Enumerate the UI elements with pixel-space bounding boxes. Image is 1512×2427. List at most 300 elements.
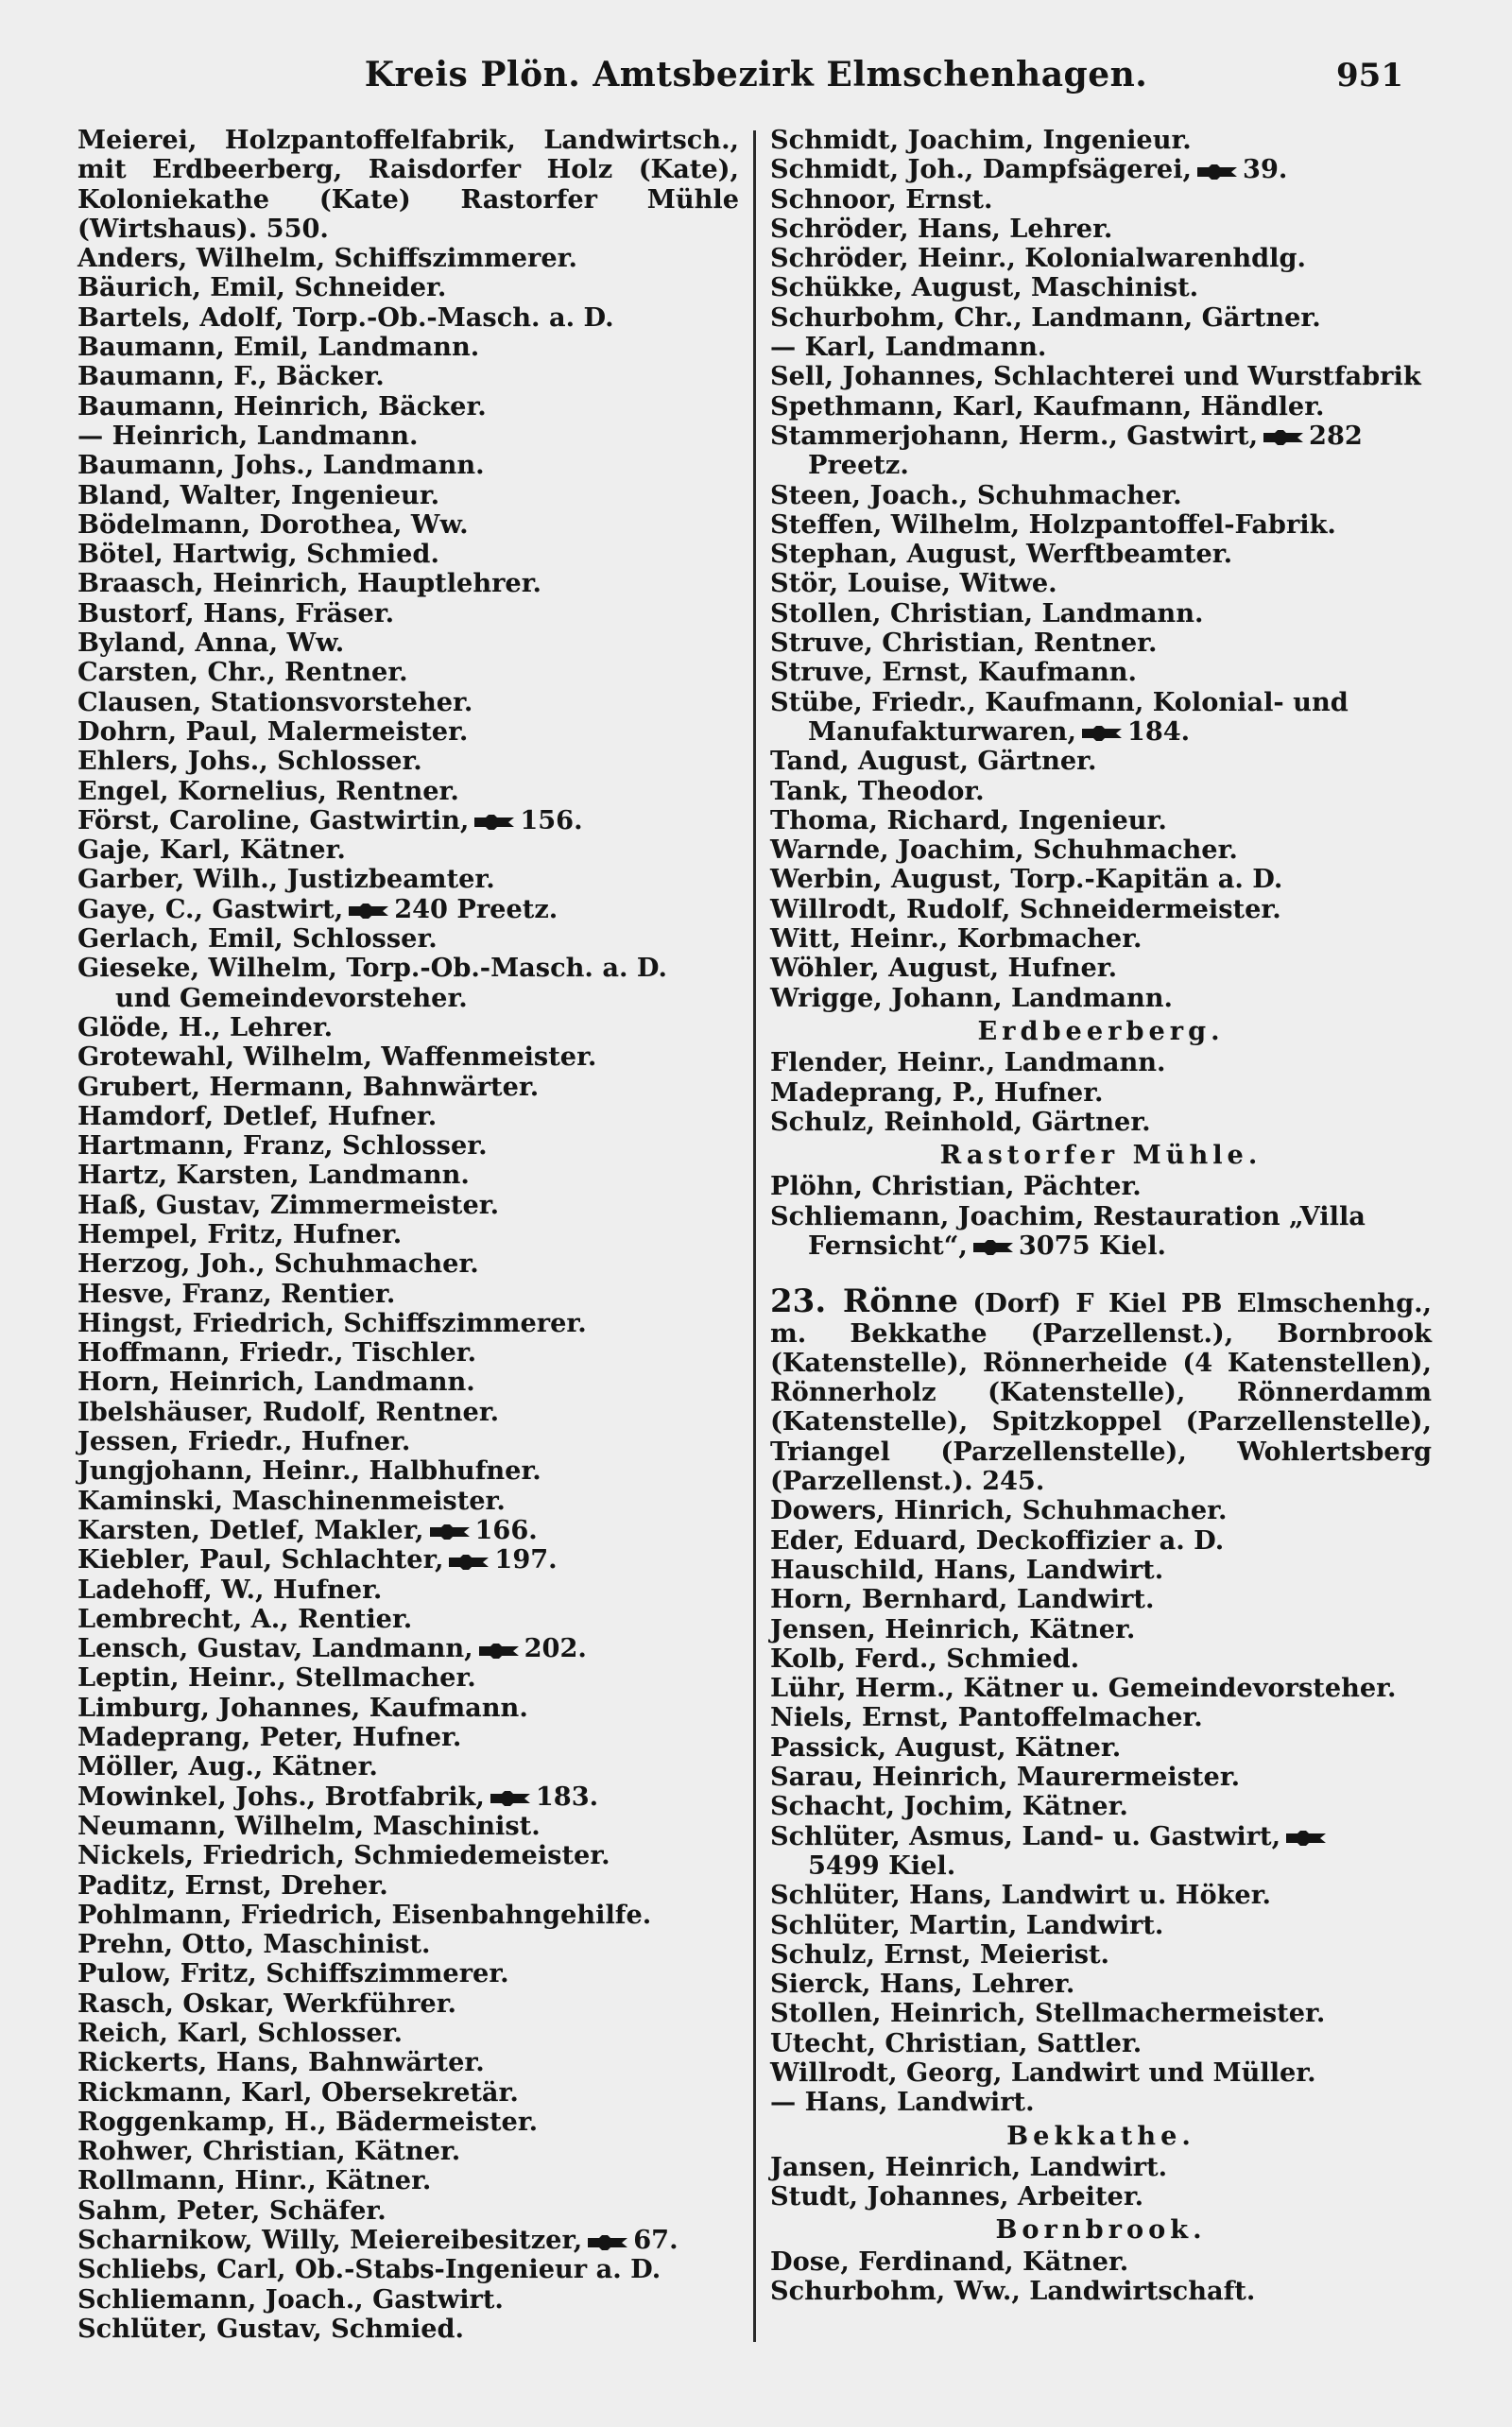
phone-number: 240 Preetz. bbox=[394, 893, 558, 924]
entry-text: Schurbohm, Chr., Landmann, Gärtner. bbox=[770, 301, 1321, 333]
entry-text: Scharnikow, Willy, Meiereibesitzer, bbox=[77, 2225, 583, 2256]
entry-text: Hartmann, Franz, Schlosser. bbox=[77, 1130, 488, 1162]
left-column bbox=[77, 126, 739, 2344]
roenne-entry bbox=[770, 1556, 1432, 1585]
entry-text: Roggenkamp, H., Bädermeister. bbox=[77, 2106, 539, 2137]
entry-text: Bland, Walter, Ingenieur. bbox=[77, 479, 440, 510]
entry-text: Warnde, Joachim, Schuhmacher. bbox=[770, 835, 1238, 866]
left-entry bbox=[77, 1427, 739, 1456]
entry-text: Bötel, Hartwig, Schmied. bbox=[77, 539, 439, 570]
entry-text: — Heinrich, Landmann. bbox=[77, 420, 419, 451]
left-entry bbox=[77, 2255, 739, 2284]
right-entry bbox=[770, 540, 1432, 569]
left-entry bbox=[77, 984, 739, 1013]
left-entry bbox=[77, 1487, 739, 1516]
left-entry bbox=[77, 303, 739, 333]
entry-text: Anders, Wilhelm, Schiffszimmerer. bbox=[77, 243, 577, 274]
section-subheading bbox=[770, 2212, 1432, 2246]
entry-text: Lühr, Herm., Kätner u. Gemeindevorsteher. bbox=[770, 1673, 1397, 1704]
left-entry bbox=[77, 924, 739, 954]
right-entry bbox=[770, 215, 1432, 244]
entry-text: Schlüter, Martin, Landwirt. bbox=[770, 1909, 1164, 1940]
left-entry bbox=[77, 628, 739, 658]
entry-text: Stübe, Friedr., Kaufmann, Kolonial- und bbox=[770, 686, 1349, 717]
entry-text: Dowers, Hinrich, Schuhmacher. bbox=[770, 1495, 1228, 1526]
right-entry bbox=[770, 747, 1432, 776]
entry-text: Willrodt, Rudolf, Schneidermeister. bbox=[770, 893, 1281, 924]
entry-text: 5499 Kiel. bbox=[808, 1850, 956, 1881]
entry-text: Schurbohm, Ww., Landwirtschaft. bbox=[770, 2276, 1256, 2307]
entry-text: Wöhler, August, Hufner. bbox=[770, 953, 1118, 984]
entry-text: Neumann, Wilhelm, Maschinist. bbox=[77, 1810, 541, 1841]
entry-text: Schröder, Hans, Lehrer. bbox=[770, 213, 1113, 244]
entry-text: Gieseke, Wilhelm, Torp.-Ob.-Masch. a. D. bbox=[77, 953, 667, 984]
roenne-entry bbox=[770, 1644, 1432, 1674]
right-entry bbox=[770, 451, 1432, 480]
left-entry bbox=[77, 954, 739, 983]
entry-text: Schükke, August, Maschinist. bbox=[770, 272, 1199, 303]
right-entry bbox=[770, 273, 1432, 302]
entry-text: Garber, Wilh., Justizbeamter. bbox=[77, 864, 495, 895]
right-entry bbox=[770, 658, 1432, 687]
left-entry bbox=[77, 481, 739, 510]
left-entry bbox=[77, 1338, 739, 1368]
phone-number: 282 bbox=[1309, 420, 1363, 451]
left-entry bbox=[77, 2166, 739, 2195]
entry-text: Wrigge, Johann, Landmann. bbox=[770, 982, 1173, 1013]
left-entry bbox=[77, 835, 739, 865]
left-entry bbox=[77, 1605, 739, 1634]
left-entry bbox=[77, 599, 739, 628]
left-entry bbox=[77, 1220, 739, 1249]
entry-text: und Gemeindevorsteher. bbox=[115, 982, 468, 1013]
entry-text: Flender, Heinr., Landmann. bbox=[770, 1047, 1166, 1078]
left-entry bbox=[77, 422, 739, 451]
left-entry bbox=[77, 1723, 739, 1752]
right-entry bbox=[770, 569, 1432, 598]
entry-text: Engel, Kornelius, Rentner. bbox=[77, 775, 459, 806]
entry-text: Madeprang, P., Hufner. bbox=[770, 1076, 1104, 1108]
left-entry bbox=[77, 2285, 739, 2315]
right-column bbox=[770, 126, 1432, 2306]
left-entry bbox=[77, 1782, 739, 1812]
right-entry bbox=[770, 628, 1432, 658]
entry-text: Schacht, Jochim, Kätner. bbox=[770, 1791, 1128, 1822]
entry-text: Rickmann, Karl, Obersekretär. bbox=[77, 2076, 519, 2108]
left-entry bbox=[77, 273, 739, 302]
entry-text: Witt, Heinr., Korbmacher. bbox=[770, 923, 1143, 955]
roenne-entry bbox=[770, 1674, 1432, 1703]
entry-text: Baumann, Emil, Landmann. bbox=[77, 332, 480, 363]
entry-text: Limburg, Johannes, Kaufmann. bbox=[77, 1692, 528, 1723]
entry-text: Stammerjohann, Herm., Gastwirt, bbox=[770, 420, 1259, 451]
right-entry bbox=[770, 984, 1432, 1013]
entry-text: Fernsicht“, bbox=[808, 1230, 968, 1261]
telephone-hand-icon bbox=[1080, 724, 1124, 741]
entry-text: Först, Caroline, Gastwirtin, bbox=[77, 804, 470, 835]
entry-text: Niels, Ernst, Pantoffelmacher. bbox=[770, 1702, 1203, 1733]
right-entry bbox=[770, 333, 1432, 362]
roenne-entry bbox=[770, 2029, 1432, 2058]
entry-text: Schlüter, Hans, Landwirt u. Höker. bbox=[770, 1880, 1272, 1911]
roenne-description: (Dorf) F Kiel PB Elmschenhg., m. Bekkathe (Parzellenst.), Bornbrook (Katenstelle), Rönnerheide (4 Katenstellen), Rönnerholz (Katenstelle), Rönnerdamm (Katenstelle), Spitzkoppel (Parzellenstelle), Triangel (Parzellenstelle), Wohlertsberg (Parzellenst.). 245. bbox=[770, 1288, 1433, 1497]
entry-text: Erdbeerberg. bbox=[977, 1015, 1225, 1046]
entry-text: Horn, Bernhard, Landwirt. bbox=[770, 1584, 1155, 1615]
left-entry bbox=[77, 1812, 739, 1841]
entry-text: Schmidt, Joh., Dampfsägerei, bbox=[770, 154, 1193, 185]
entry-text: Spethmann, Karl, Kaufmann, Händler. bbox=[770, 390, 1325, 422]
entry-text: Schliebs, Carl, Ob.-Stabs-Ingenieur a. D. bbox=[77, 2254, 662, 2285]
entry-text: Dose, Ferdinand, Kätner. bbox=[770, 2246, 1129, 2277]
entry-text: Reich, Karl, Schlosser. bbox=[77, 2018, 403, 2048]
entry-text: Plöhn, Christian, Pächter. bbox=[770, 1171, 1142, 1202]
phone-number: 184. bbox=[1126, 715, 1191, 747]
entry-text: Kaminski, Maschinenmeister. bbox=[77, 1485, 506, 1516]
roenne-entry bbox=[770, 2153, 1432, 2182]
entry-text: Schulz, Ernst, Meierist. bbox=[770, 1938, 1110, 1970]
right-entry bbox=[770, 244, 1432, 273]
left-entry bbox=[77, 362, 739, 391]
telephone-hand-icon bbox=[347, 902, 390, 919]
entry-text: Sarau, Heinrich, Maurermeister. bbox=[770, 1762, 1241, 1793]
right-entry bbox=[770, 392, 1432, 422]
entry-text: Schmidt, Joachim, Ingenieur. bbox=[770, 125, 1192, 155]
phone-number: 3075 Kiel. bbox=[1018, 1230, 1167, 1261]
left-entry bbox=[77, 1042, 739, 1072]
entry-text: Karsten, Detlef, Makler, bbox=[77, 1514, 424, 1545]
left-entry bbox=[77, 747, 739, 776]
telephone-hand-icon bbox=[489, 1789, 532, 1806]
entry-text: Schnoor, Ernst. bbox=[770, 183, 993, 215]
entry-text: Schliemann, Joach., Gastwirt. bbox=[77, 2283, 504, 2315]
entry-text: Eder, Eduard, Deckoffizier a. D. bbox=[770, 1524, 1225, 1556]
right-entry-list bbox=[770, 126, 1432, 1261]
left-entry bbox=[77, 1545, 739, 1575]
roenne-entry bbox=[770, 2247, 1432, 2277]
telephone-hand-icon bbox=[472, 813, 516, 830]
entry-text: Bäurich, Emil, Schneider. bbox=[77, 272, 447, 303]
left-entry bbox=[77, 540, 739, 569]
phone-number: 67. bbox=[633, 2225, 679, 2256]
entry-text: Prehn, Otto, Maschinist. bbox=[77, 1929, 431, 1960]
entry-text: Bartels, Adolf, Torp.-Ob.-Masch. a. D. bbox=[77, 301, 614, 333]
left-entry bbox=[77, 1841, 739, 1870]
left-entry bbox=[77, 1131, 739, 1161]
right-entry bbox=[770, 1078, 1432, 1108]
entry-text: Ladehoff, W., Hufner. bbox=[77, 1574, 383, 1605]
left-entry bbox=[77, 2226, 739, 2255]
section-subheading bbox=[770, 2118, 1432, 2153]
right-entry bbox=[770, 895, 1432, 924]
right-entry bbox=[770, 1108, 1432, 1137]
entry-text: Kiebler, Paul, Schlachter, bbox=[77, 1544, 444, 1575]
entry-text: Schröder, Heinr., Kolonialwarenhdlg. bbox=[770, 243, 1306, 274]
entry-text: Carsten, Chr., Rentner. bbox=[77, 657, 408, 688]
right-entry bbox=[770, 155, 1432, 184]
left-entry bbox=[77, 1901, 739, 1930]
entry-text: Jessen, Friedr., Hufner. bbox=[77, 1426, 411, 1457]
entry-text: Grotewahl, Wilhelm, Waffenmeister. bbox=[77, 1041, 597, 1073]
entry-text: Rollmann, Hinr., Kätner. bbox=[77, 2165, 432, 2196]
entry-text: Bornbrook. bbox=[995, 2214, 1207, 2246]
left-entry bbox=[77, 2315, 739, 2344]
roenne-entry bbox=[770, 1615, 1432, 1644]
right-entry bbox=[770, 510, 1432, 540]
entry-text: Sahm, Peter, Schäfer. bbox=[77, 2195, 387, 2226]
roenne-entry bbox=[770, 2058, 1432, 2088]
entry-text: Hoffmann, Friedr., Tischler. bbox=[77, 1337, 477, 1368]
entry-text: Struve, Christian, Rentner. bbox=[770, 628, 1158, 659]
left-entry bbox=[77, 777, 739, 806]
entry-text: Passick, August, Kätner. bbox=[770, 1731, 1122, 1763]
entry-text: Braasch, Heinrich, Hauptlehrer. bbox=[77, 568, 542, 599]
entry-text: Bekkathe. bbox=[1006, 2120, 1195, 2151]
entry-text: Lembrecht, A., Rentier. bbox=[77, 1603, 413, 1634]
right-entry bbox=[770, 362, 1432, 391]
roenne-entry bbox=[770, 1792, 1432, 1821]
left-entry bbox=[77, 1368, 739, 1397]
left-entry bbox=[77, 244, 739, 273]
entry-text: Hartz, Karsten, Landmann. bbox=[77, 1160, 470, 1191]
right-entry bbox=[770, 688, 1432, 717]
right-entry bbox=[770, 954, 1432, 983]
left-entry bbox=[77, 1930, 739, 1959]
right-entry bbox=[770, 185, 1432, 215]
phone-number: 183. bbox=[535, 1781, 599, 1812]
roenne-entry-list bbox=[770, 1496, 1432, 2306]
page-title: Kreis Plön. Amtsbezirk Elmschenhagen. bbox=[364, 55, 1148, 95]
page-header bbox=[0, 55, 1512, 102]
telephone-hand-icon bbox=[1262, 428, 1305, 445]
left-entry bbox=[77, 451, 739, 480]
entry-text: — Hans, Landwirt. bbox=[770, 2087, 1035, 2118]
roenne-entry bbox=[770, 2182, 1432, 2212]
left-entry bbox=[77, 1959, 739, 1988]
entry-text: Hempel, Fritz, Hufner. bbox=[77, 1218, 403, 1249]
entry-text: Jensen, Heinrich, Kätner. bbox=[770, 1613, 1136, 1644]
left-entry bbox=[77, 392, 739, 422]
entry-text: Stollen, Christian, Landmann. bbox=[770, 597, 1204, 628]
left-entry bbox=[77, 1191, 739, 1220]
entry-text: Rohwer, Christian, Kätner. bbox=[77, 2136, 461, 2167]
roenne-entry bbox=[770, 1585, 1432, 1614]
telephone-hand-icon bbox=[1284, 1829, 1328, 1846]
entry-text: Schulz, Reinhold, Gärtner. bbox=[770, 1106, 1151, 1137]
phone-number: 166. bbox=[474, 1514, 538, 1545]
entry-text: Tand, August, Gärtner. bbox=[770, 746, 1097, 777]
left-entry bbox=[77, 1013, 739, 1042]
entry-text: Sell, Johannes, Schlachterei und Wurstfabrik bbox=[770, 361, 1421, 392]
entry-text: Stephan, August, Werftbeamter. bbox=[770, 539, 1233, 570]
entry-text: Baumann, Heinrich, Bäcker. bbox=[77, 390, 487, 422]
village-intro: Meierei, Holzpantoffelfabrik, Landwirtsch., mit Erdbeerberg, Raisdorfer Holz (Kate), Koloniekathe (Kate) Rastorfer Mühle (Wirtshaus). 550. bbox=[77, 125, 739, 244]
entry-text: Bustorf, Hans, Fräser. bbox=[77, 597, 395, 628]
left-entry bbox=[77, 1073, 739, 1102]
section-subheading bbox=[770, 1013, 1432, 1048]
entry-text: Pohlmann, Friedrich, Eisenbahngehilfe. bbox=[77, 1899, 652, 1930]
left-entry bbox=[77, 895, 739, 924]
entry-text: Byland, Anna, Ww. bbox=[77, 628, 345, 659]
right-entry bbox=[770, 806, 1432, 835]
left-entry bbox=[77, 865, 739, 894]
entry-text: Rastorfer Mühle. bbox=[939, 1140, 1263, 1171]
entry-text: Leptin, Heinr., Stellmacher. bbox=[77, 1662, 476, 1694]
entry-text: Rasch, Oskar, Werkführer. bbox=[77, 1988, 457, 2019]
roenne-number: 23. Rönne bbox=[770, 1282, 958, 1321]
entry-text: Möller, Aug., Kätner. bbox=[77, 1751, 378, 1782]
right-entry bbox=[770, 865, 1432, 894]
left-entry-list bbox=[77, 244, 739, 2344]
left-entry bbox=[77, 333, 739, 362]
phone-number: 197. bbox=[494, 1544, 558, 1575]
entry-text: Jungjohann, Heinr., Halbhufner. bbox=[77, 1455, 541, 1487]
telephone-hand-icon bbox=[428, 1523, 472, 1540]
entry-text: Ehlers, Johs., Schlosser. bbox=[77, 746, 422, 777]
telephone-hand-icon bbox=[477, 1642, 521, 1659]
entry-text: Schliemann, Joachim, Restauration „Villa bbox=[770, 1200, 1366, 1231]
entry-text: Tank, Theodor. bbox=[770, 775, 985, 806]
left-entry bbox=[77, 806, 739, 835]
entry-text: Mowinkel, Johs., Brotfabrik, bbox=[77, 1781, 485, 1812]
left-entry bbox=[77, 1102, 739, 1131]
entry-text: Pulow, Fritz, Schiffszimmerer. bbox=[77, 1958, 509, 1989]
roenne-entry bbox=[770, 2277, 1432, 2306]
entry-text: Steen, Joach., Schuhmacher. bbox=[770, 479, 1182, 510]
right-entry bbox=[770, 717, 1432, 747]
right-entry bbox=[770, 126, 1432, 155]
phone-number: 39. bbox=[1243, 154, 1288, 185]
roenne-entry bbox=[770, 1999, 1432, 2028]
entry-text: Lensch, Gustav, Landmann, bbox=[77, 1633, 473, 1664]
entry-text: Sierck, Hans, Lehrer. bbox=[770, 1969, 1075, 2000]
roenne-heading bbox=[770, 1261, 1432, 1496]
left-entry bbox=[77, 1663, 739, 1693]
entry-text: Jansen, Heinrich, Landwirt. bbox=[770, 2151, 1168, 2182]
roenne-entry bbox=[770, 1703, 1432, 1732]
left-entry bbox=[77, 2108, 739, 2137]
entry-text: Herzog, Joh., Schuhmacher. bbox=[77, 1248, 479, 1280]
entry-text: Baumann, Johs., Landmann. bbox=[77, 450, 485, 481]
left-entry bbox=[77, 2048, 739, 2077]
right-entry bbox=[770, 924, 1432, 954]
left-entry bbox=[77, 1161, 739, 1190]
left-entry bbox=[77, 2078, 739, 2108]
roenne-entry bbox=[770, 1763, 1432, 1792]
left-entry bbox=[77, 510, 739, 540]
entry-text: Struve, Ernst, Kaufmann. bbox=[770, 657, 1138, 688]
entry-text: Schlüter, Gustav, Schmied. bbox=[77, 2313, 464, 2344]
right-entry bbox=[770, 1048, 1432, 1077]
left-entry bbox=[77, 1309, 739, 1338]
entry-text: Kolb, Ferd., Schmied. bbox=[770, 1643, 1080, 1674]
left-entry bbox=[77, 1752, 739, 1782]
entry-text: Steffen, Wilhelm, Holzpantoffel-Fabrik. bbox=[770, 508, 1336, 540]
left-entry bbox=[77, 1249, 739, 1279]
left-entry bbox=[77, 2019, 739, 2048]
left-entry bbox=[77, 1456, 739, 1486]
entry-text: Bödelmann, Dorothea, Ww. bbox=[77, 508, 469, 540]
entry-text: Preetz. bbox=[808, 450, 909, 481]
right-entry bbox=[770, 777, 1432, 806]
entry-text: Manufakturwaren, bbox=[808, 715, 1076, 747]
roenne-entry bbox=[770, 2088, 1432, 2117]
entry-text: Rickerts, Hans, Bahnwärter. bbox=[77, 2047, 485, 2078]
right-entry bbox=[770, 1172, 1432, 1201]
entry-text: Clausen, Stationsvorsteher. bbox=[77, 686, 473, 717]
entry-text: Hamdorf, Detlef, Hufner. bbox=[77, 1100, 438, 1131]
entry-text: Glöde, H., Lehrer. bbox=[77, 1011, 334, 1042]
entry-text: Hingst, Friedrich, Schiffszimmerer. bbox=[77, 1307, 587, 1338]
left-entry bbox=[77, 1516, 739, 1545]
entry-text: Horn, Heinrich, Landmann. bbox=[77, 1367, 475, 1398]
entry-text: Stollen, Heinrich, Stellmachermeister. bbox=[770, 1998, 1326, 2029]
right-entry bbox=[770, 599, 1432, 628]
entry-text: Madeprang, Peter, Hufner. bbox=[77, 1722, 462, 1753]
entry-text: Paditz, Ernst, Dreher. bbox=[77, 1869, 388, 1901]
entry-text: Nickels, Friedrich, Schmiedemeister. bbox=[77, 1840, 610, 1871]
right-entry bbox=[770, 481, 1432, 510]
left-entry bbox=[77, 1398, 739, 1427]
phone-number: 202. bbox=[524, 1633, 587, 1664]
telephone-hand-icon bbox=[1195, 163, 1239, 180]
roenne-entry bbox=[770, 1970, 1432, 1999]
left-entry bbox=[77, 717, 739, 747]
roenne-entry bbox=[770, 1733, 1432, 1763]
phone-number: 156. bbox=[520, 804, 583, 835]
roenne-entry bbox=[770, 1526, 1432, 1556]
left-entry bbox=[77, 1871, 739, 1901]
left-entry bbox=[77, 658, 739, 687]
entry-text: Dohrn, Paul, Malermeister. bbox=[77, 715, 469, 747]
right-entry bbox=[770, 1202, 1432, 1231]
left-entry bbox=[77, 2196, 739, 2226]
telephone-hand-icon bbox=[447, 1553, 490, 1570]
entry-text: Gerlach, Emil, Schlosser. bbox=[77, 923, 438, 955]
entry-text: Willrodt, Georg, Landwirt und Müller. bbox=[770, 2057, 1316, 2088]
entry-text: Gaje, Karl, Kätner. bbox=[77, 835, 346, 866]
left-entry bbox=[77, 1989, 739, 2019]
left-entry bbox=[77, 2137, 739, 2166]
right-entry bbox=[770, 835, 1432, 865]
roenne-entry bbox=[770, 1851, 1432, 1881]
entry-text: Gaye, C., Gastwirt, bbox=[77, 893, 344, 924]
entry-text: — Karl, Landmann. bbox=[770, 332, 1047, 363]
entry-text: Schlüter, Asmus, Land- u. Gastwirt, bbox=[770, 1820, 1281, 1851]
roenne-entry bbox=[770, 1881, 1432, 1910]
entry-text: Studt, Johannes, Arbeiter. bbox=[770, 2181, 1144, 2212]
entry-text: Grubert, Hermann, Bahnwärter. bbox=[77, 1071, 540, 1102]
roenne-entry bbox=[770, 1496, 1432, 1525]
column-divider bbox=[753, 130, 756, 2342]
entry-text: Hauschild, Hans, Landwirt. bbox=[770, 1554, 1164, 1585]
roenne-entry bbox=[770, 1911, 1432, 1940]
entry-text: Ibelshäuser, Rudolf, Rentner. bbox=[77, 1396, 500, 1427]
right-entry bbox=[770, 1231, 1432, 1261]
right-entry bbox=[770, 303, 1432, 333]
telephone-hand-icon bbox=[586, 2233, 629, 2250]
entry-text: Stör, Louise, Witwe. bbox=[770, 568, 1057, 599]
roenne-entry bbox=[770, 1822, 1432, 1851]
right-entry bbox=[770, 422, 1432, 451]
left-entry bbox=[77, 1280, 739, 1309]
entry-text: Thoma, Richard, Ingenieur. bbox=[770, 804, 1167, 835]
entry-text: Haß, Gustav, Zimmermeister. bbox=[77, 1189, 500, 1220]
left-entry bbox=[77, 688, 739, 717]
left-entry bbox=[77, 1694, 739, 1723]
entry-text: Hesve, Franz, Rentier. bbox=[77, 1278, 396, 1309]
section-subheading bbox=[770, 1137, 1432, 1172]
roenne-entry bbox=[770, 1940, 1432, 1970]
